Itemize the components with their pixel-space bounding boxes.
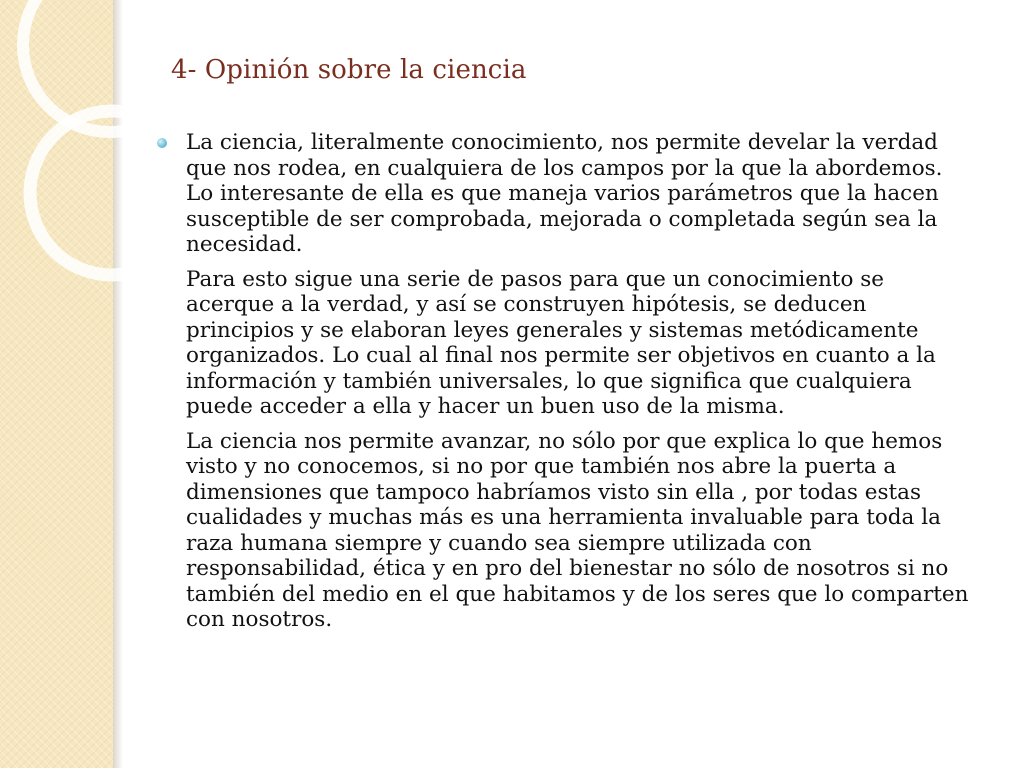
slide-body xyxy=(186,130,976,642)
bullet-icon xyxy=(157,138,167,148)
paragraph-2-text: Para esto sigue una serie de pasos para que un conocimiento se acerque a la verdad, y así se construyen hipótesis, se deducen principios y se elaboran leyes generales y sistemas metódicamente organizados. Lo cual al final nos permite ser objetivos en cuanto a la información y también universales, lo que significa que cualquiera puede acceder a ella y hacer un buen uso de la misma. xyxy=(186,266,936,419)
slide-title: 4- Opinión sobre la ciencia xyxy=(171,55,527,85)
paragraph-2 xyxy=(186,267,976,420)
decorative-rings-icon xyxy=(0,0,160,320)
paragraph-1-text: La ciencia, literalmente conocimiento, nos permite develar la verdad que nos rodea, en cualquiera de los campos por la que la abordemos. Lo interesante de ella es que maneja varios parámetros que la hacen susceptible de ser comprobada, mejorada o completada según sea la necesidad. xyxy=(186,130,943,257)
paragraph-1 xyxy=(186,130,976,258)
paragraph-3-text: La ciencia nos permite avanzar, no sólo por que explica lo que hemos visto y no conocemos, si no por que también nos abre la puerta a dimensiones que tampoco habríamos visto sin ella , por todas estas cualidades y muchas más es una herramienta invaluable para toda la raza humana siempre y cuando sea siempre utilizada con responsabilidad, ética y en pro del bienestar no sólo de nosotros si no también del medio en el que habitamos y de los seres que lo comparten con nosotros. xyxy=(186,428,969,632)
paragraph-3 xyxy=(186,429,976,633)
